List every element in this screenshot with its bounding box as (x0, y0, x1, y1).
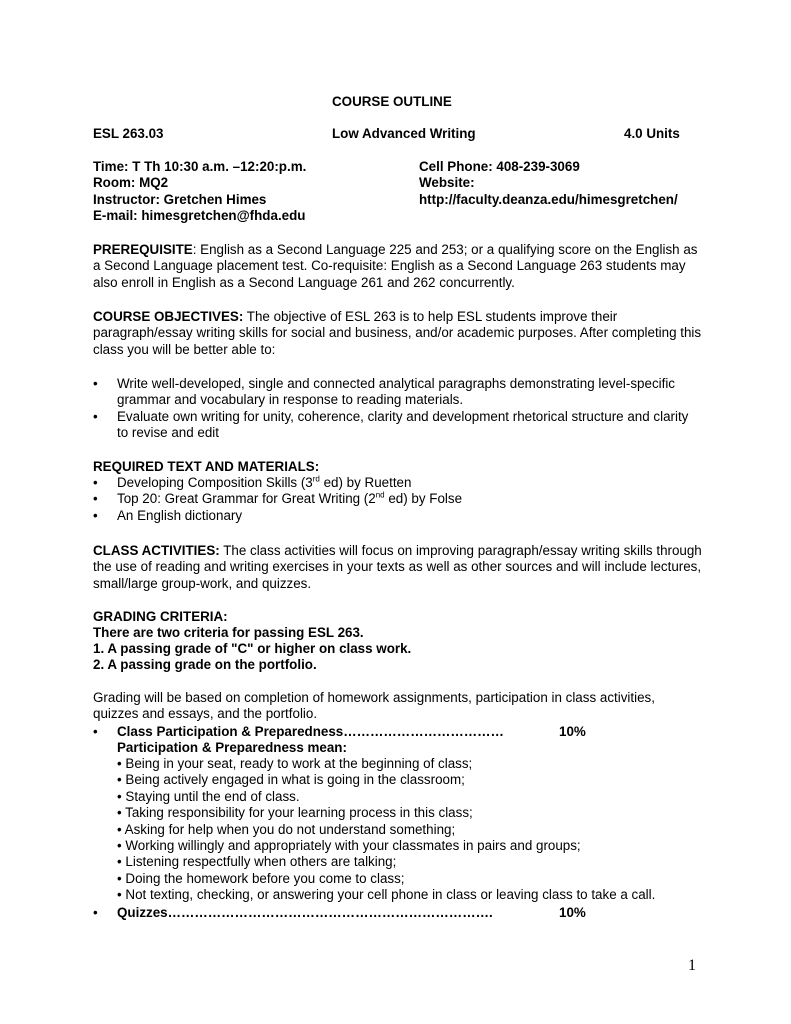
grading-line: 1. A passing grade of "C" or higher on class work. (93, 641, 412, 656)
bullet-icon: • (93, 376, 98, 391)
objectives-label: COURSE OBJECTIVES: (93, 309, 244, 324)
list-item (93, 508, 703, 524)
bullet-icon: • (93, 507, 98, 523)
prerequisite-text: : English as a Second Language 225 and 253; or a qualifying score on the English as a Second Language placement test. Co-requisite: English as a Second Language 263 students may also enroll in English as a Second Language 261 and 262 concurrently. (93, 242, 698, 290)
objectives-paragraph (93, 309, 703, 358)
objective-text: Evaluate own writing for unity, coherence, clarity and development rhetorical structure and clarity to revise and edit (117, 408, 689, 441)
document-title: COURSE OUTLINE (332, 94, 452, 109)
quizzes-percent: 10% (559, 905, 586, 920)
instructor-name: Instructor: Gretchen Himes (93, 192, 267, 207)
list-item (93, 376, 703, 409)
class-room: Room: MQ2 (93, 175, 169, 190)
material-text: Developing Composition Skills (3 (117, 475, 313, 490)
grading-line: 2. A passing grade on the portfolio. (93, 657, 317, 672)
material-text: ed) by Ruetten (319, 475, 412, 490)
list-item: • Listening respectfully when others are talking; (117, 854, 397, 870)
objectives-text: The objective of ESL 263 is to help ESL students improve their paragraph/essay writing skills for social and business, and/or academic purposes. After completing this class you will be better able to: (93, 309, 702, 357)
list-item: • Not texting, checking, or answering your cell phone in class or leaving class to take a call. (117, 887, 656, 903)
list-item: • Working willingly and appropriately with your classmates in pairs and groups; (117, 838, 581, 854)
materials-heading: REQUIRED TEXT AND MATERIALS: (93, 459, 320, 474)
bullet-icon: • (93, 475, 98, 490)
material-text: Top 20: Great Grammar for Great Writing (2 (117, 491, 376, 507)
page-number: 1 (688, 957, 696, 974)
bullet-icon: • (93, 905, 98, 920)
course-code: ESL 263.03 (93, 126, 164, 141)
list-item (93, 491, 703, 507)
material-superscript: nd (375, 490, 385, 500)
grading-line: There are two criteria for passing ESL 263. (93, 625, 364, 640)
list-item: • Being in your seat, ready to work at the beginning of class; (117, 756, 473, 771)
material-text: ed) by Folse (384, 491, 463, 507)
participation-percent: 10% (559, 724, 586, 739)
prerequisite-paragraph (93, 242, 703, 291)
website-link[interactable]: http://faculty.deanza.edu/himesgretchen/ (419, 192, 678, 207)
list-item (93, 475, 703, 491)
cell-phone: Cell Phone: 408-239-3069 (419, 159, 580, 174)
grading-intro: Grading will be based on completion of homework assignments, participation in class activities, quizzes and essays, and the portfolio. (93, 690, 655, 722)
list-item (93, 409, 703, 442)
list-item: • Being actively engaged in what is going in the classroom; (117, 772, 465, 788)
participation-label: Class Participation & Preparedness……………………………… (117, 724, 504, 739)
course-units: 4.0 Units (624, 126, 680, 141)
class-time: Time: T Th 10:30 a.m. –12:20:p.m. (93, 159, 307, 174)
bullet-icon: • (93, 724, 98, 739)
materials-list (93, 475, 703, 524)
list-item: • Staying until the end of class. (117, 788, 300, 804)
list-item: • Asking for help when you do not understand something; (117, 821, 456, 837)
participation-mean-heading: Participation & Preparedness mean: (117, 740, 347, 755)
material-superscript: rd (312, 474, 320, 484)
grading-heading: GRADING CRITERIA: (93, 609, 228, 624)
instructor-email[interactable]: E-mail: himesgretchen@fhda.edu (93, 208, 306, 223)
prerequisite-label: PREREQUISITE (93, 242, 193, 257)
bullet-icon: • (93, 408, 98, 424)
objective-text: Write well-developed, single and connected analytical paragraphs demonstrating level-specific grammar and vocabulary in response to reading materials. (117, 376, 676, 408)
activities-label: CLASS ACTIVITIES: (93, 543, 220, 558)
website-label: Website: (419, 175, 475, 190)
activities-text: The class activities will focus on improving paragraph/essay writing skills through the use of reading and writing exercises in your texts as well as other sources and will include lectures, small/large group-work, and quizzes. (93, 543, 702, 591)
quizzes-label: Quizzes………………………………………………………………. (117, 905, 493, 920)
list-item: • Taking responsibility for your learning process in this class; (117, 805, 473, 821)
course-name: Low Advanced Writing (332, 126, 476, 141)
objectives-list (93, 376, 703, 442)
list-item: • Doing the homework before you come to class; (117, 870, 405, 886)
bullet-icon: • (93, 491, 98, 507)
activities-paragraph (93, 543, 703, 592)
material-text: An English dictionary (117, 507, 243, 523)
participation-items (117, 756, 655, 904)
